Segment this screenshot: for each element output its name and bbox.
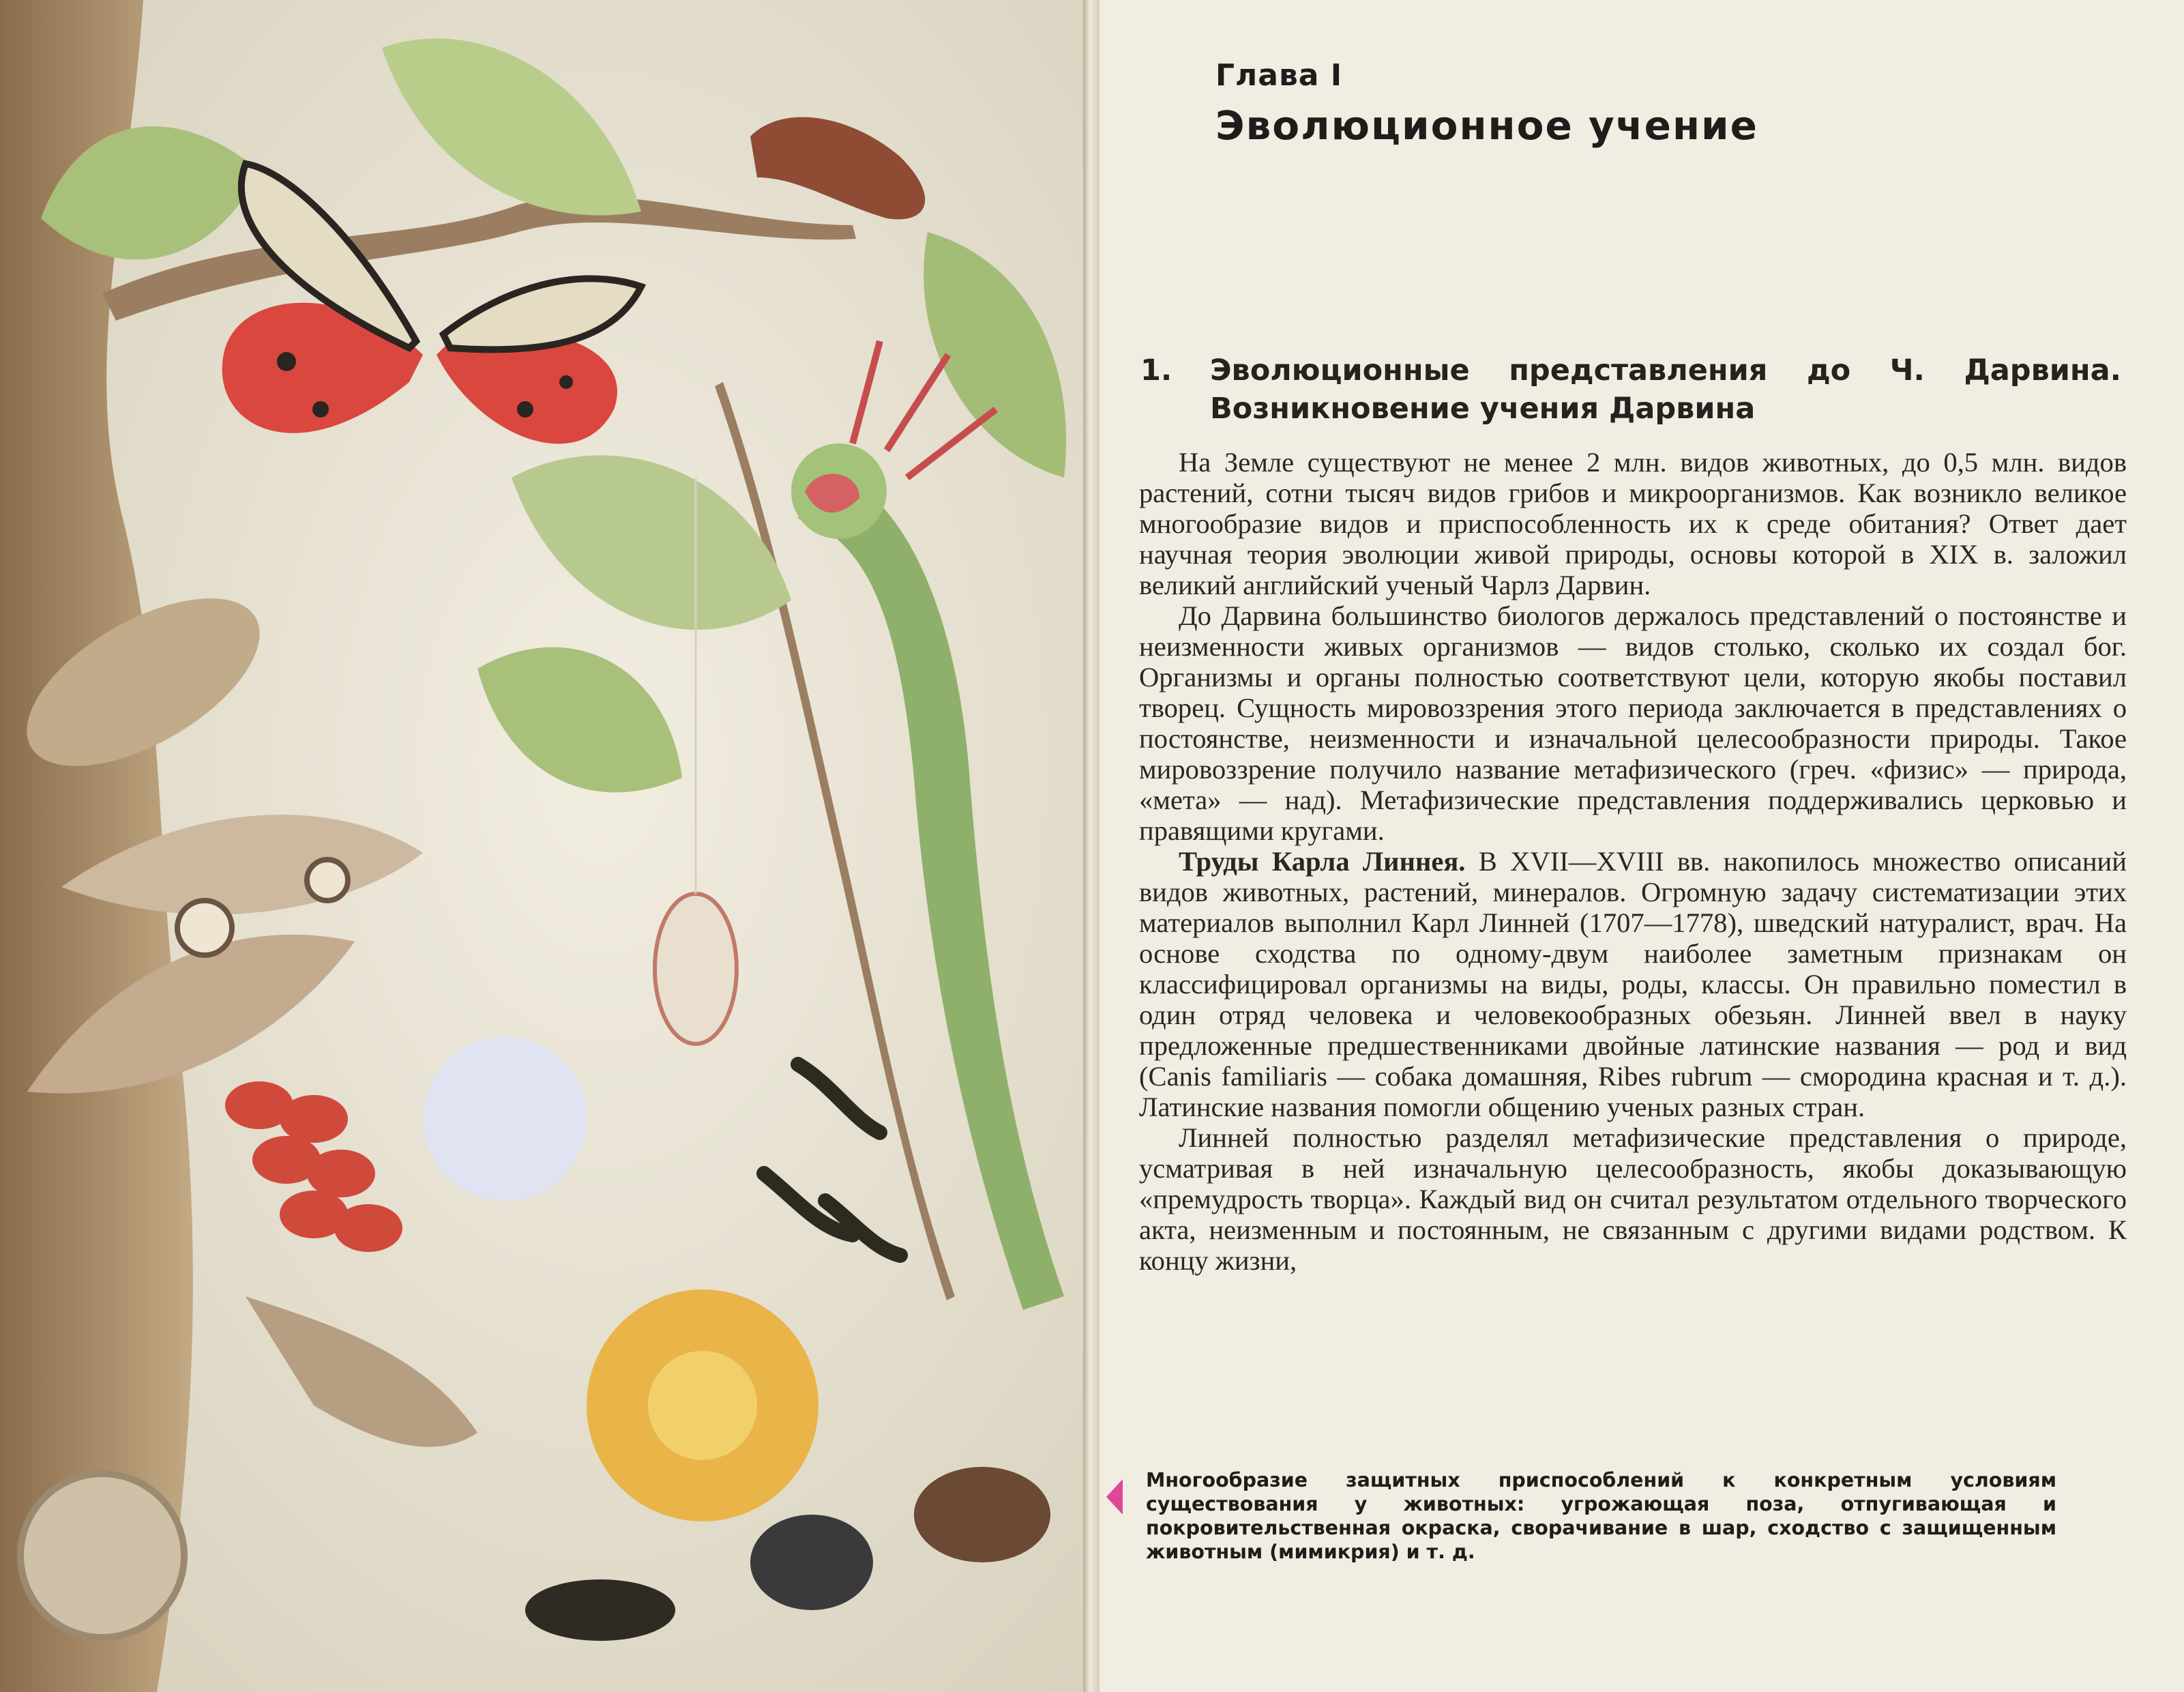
right-page [1100, 0, 2184, 1692]
paragraph: До Дарвина большинство биологов держалось представлений о постоянстве и неизменности живых организмов — видов столько, сколько их создал бог. Организмы и органы полностью соответствуют цели, которую якобы поставил творец. Сущность мировоззрения этого периода заключается в представлениях о постоянстве, неизменности и изначальной целесообразности природы. Такое мировоззрение получило название метафизического (греч. «физис» — природа, «мета» — над). Метафизические представления поддерживались церковью и правящими кругами. [1139, 600, 2127, 846]
left-page [0, 0, 1091, 1692]
paragraph-lead: Труды Карла Линнея. [1179, 846, 1466, 877]
chapter-title: Эволюционное учение [1215, 102, 1758, 149]
paragraph [1139, 846, 2127, 1122]
snail-shell [20, 1474, 184, 1637]
black-beetle [750, 1515, 873, 1610]
blue-flower [423, 1037, 587, 1201]
insects-illustration [0, 0, 1091, 1692]
paragraph: Линней полностью разделял метафизические представления о природе, усматривая в ней изначальную целесообразность, якобы доказывающую «премудрость творца». Каждый вид он считал результатом отдельного творческого акта, неизменным и постоянным, не связанным с другими видами родством. К концу жизни, [1139, 1122, 2127, 1276]
section-title-line-1: Эволюционные представления до Ч. Дарвина. [1210, 353, 2121, 388]
book-gutter [1083, 0, 1100, 1692]
paragraph: На Земле существуют не менее 2 млн. видов животных, до 0,5 млн. видов растений, сотни тысяч видов грибов и микроорганизмов. Как возникло великое многообразие видов и приспособленность их к среде обитания? Ответ дает научная теория эволюции живой природы, основы которой в XIX в. заложил великий английский ученый Чарлз Дарвин. [1139, 447, 2127, 600]
triangle-left-icon [1106, 1479, 1123, 1515]
thistle-flower [587, 1289, 818, 1521]
cocoon [655, 894, 737, 1044]
chapter-label: Глава I [1215, 58, 1343, 93]
figure-caption: Многообразие защитных приспособлений к конкретным условиям существования у животных: угрожающая поза, отпугивающая и покровительственная окраска, сворачивание в шар, сходство с защищенным животным (мимикрия) и т. д. [1146, 1469, 2056, 1563]
ground-beetle [525, 1579, 675, 1641]
section-heading [1140, 351, 2123, 428]
bee-beetle [914, 1467, 1050, 1562]
section-title-line-2: Возникновение учения Дарвина [1210, 392, 1756, 426]
body-text [1139, 447, 2127, 1276]
section-number: 1. [1140, 353, 1172, 388]
paragraph-text: В XVII—XVIII вв. накопилось множество описаний видов животных, растений, минералов. Огромную задачу систематизации этих материалов выполнил Карл Линней (1707—1778), шведский натуралист, врач. На основе сходства по одному-двум наиболее заметным признакам он классифицировал организмы на виды, роды, классы. Он правильно поместил в один отряд человека и человекообразных обезьян. Линней ввел в науку предложенные предшественниками двойные латинские названия — род и вид (Canis familiaris — собака домашняя, Ribes rubrum — смородина красная и т. д.). Латинские названия помогли общению ученых разных стран. [1139, 846, 2127, 1122]
